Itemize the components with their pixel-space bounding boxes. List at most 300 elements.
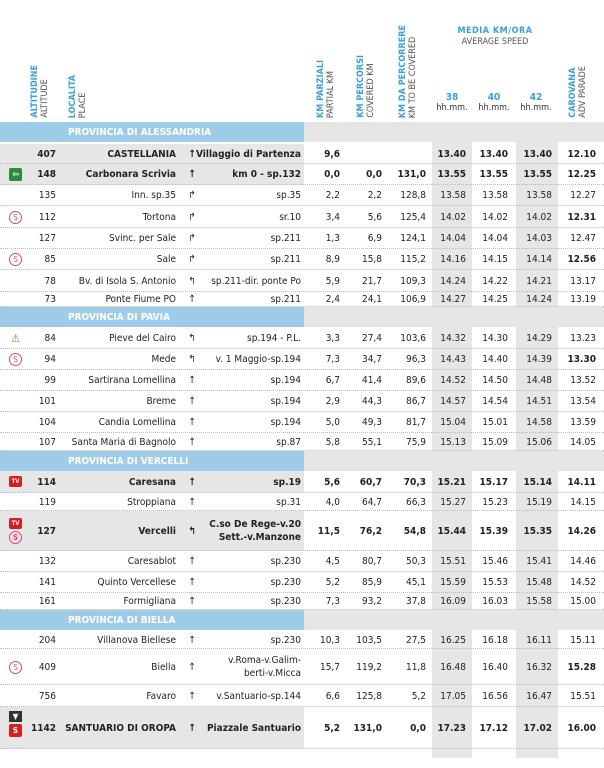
cell-tobe: 125,4: [400, 211, 426, 223]
cell-s38: 14.27: [440, 294, 466, 305]
cell-place: Bv. di Isola S. Antonio: [78, 275, 176, 287]
cell-partial: 5,9: [325, 275, 340, 287]
cell-tobe: 66,3: [405, 496, 426, 508]
province-band-shade: [304, 307, 604, 327]
cell-s42: 14.48: [526, 375, 552, 386]
cell-car: 14.52: [570, 577, 596, 588]
cell-partial: 5,8: [325, 436, 340, 448]
cell-dir: ↑: [188, 577, 196, 588]
cell-car: 13.52: [570, 375, 596, 386]
cell-road: sp.230: [270, 556, 301, 567]
cell-covered: 76,2: [359, 525, 382, 537]
cell-car: 12.27: [570, 190, 596, 201]
cell-s42: 14.14: [526, 254, 552, 265]
cell-car: 13.30: [567, 354, 596, 365]
table-row: [0, 292, 604, 307]
cell-place: Caresana: [128, 476, 176, 488]
cell-alt: 107: [38, 436, 56, 448]
province-name: PROVINCIA DI PAVIA: [68, 311, 170, 323]
finish-icon: [9, 709, 22, 739]
table-row: [0, 511, 604, 551]
cell-s38: 14.43: [440, 354, 466, 365]
cell-place: Quinto Vercellese: [97, 577, 176, 588]
province-band: [0, 122, 604, 142]
cell-alt: 85: [44, 254, 56, 265]
cell-dir: ↑: [188, 476, 196, 488]
cell-s38: 15.44: [437, 525, 466, 537]
cell-s40: 15.23: [482, 496, 508, 508]
cell-partial: 3,4: [325, 211, 340, 223]
cell-place: Tortona: [142, 211, 176, 223]
cell-car: 12.10: [567, 148, 596, 160]
cell-place: Villanova Biellese: [97, 634, 176, 646]
table-row: [0, 328, 604, 349]
cell-place: Inn. sp.35: [131, 190, 176, 201]
cell-tobe: 103,6: [400, 333, 426, 344]
table-row: [0, 412, 604, 433]
cell-car: 12.47: [570, 233, 596, 244]
cell-place: Formigliana: [123, 596, 176, 607]
cell-covered: 103,5: [356, 634, 382, 646]
cell-car: 14.05: [570, 436, 596, 448]
cell-s38: 15.59: [440, 577, 466, 588]
cell-s38: 16.09: [440, 596, 466, 607]
cell-road: sp.211: [270, 294, 301, 305]
sprint-icon: S: [9, 353, 22, 366]
cell-dir: ↑: [188, 556, 196, 567]
table-row: [0, 493, 604, 511]
cell-s42: 15.41: [526, 556, 552, 567]
cell-s38: 14.04: [440, 233, 466, 244]
cell-car: 14.11: [567, 476, 596, 488]
cell-partial: 8,9: [325, 254, 340, 265]
cell-road: v. 1 Maggio-sp.194: [215, 354, 301, 365]
province-band: [0, 451, 604, 471]
cell-place: Breme: [146, 396, 176, 407]
cell-dir: ↑: [188, 294, 196, 305]
table-header: [0, 0, 604, 122]
cell-tobe: 86,7: [405, 396, 426, 407]
cell-place: Candia Lomellina: [98, 417, 176, 428]
cell-road: sp.230: [270, 577, 301, 588]
cell-covered: 0,0: [366, 169, 382, 180]
cell-road: sp.211: [270, 254, 301, 265]
cell-tobe: 124,1: [400, 233, 426, 244]
cell-partial: 7,3: [325, 596, 340, 607]
cell-dir: ↑: [188, 496, 196, 508]
cell-s40: 15.09: [482, 436, 508, 448]
speed-40-header: 40 hh.mm.: [478, 92, 510, 113]
cell-s42: 15.06: [526, 436, 552, 448]
cell-tobe: 37,8: [405, 596, 426, 607]
cell-dir: ↰: [188, 275, 196, 287]
cell-s42: 15.48: [526, 577, 552, 588]
cell-tobe: 96,3: [405, 354, 426, 365]
cell-covered: 80,7: [361, 556, 382, 567]
cell-s40: 13.40: [479, 148, 508, 160]
table-row: [0, 164, 604, 185]
cell-s40: 14.22: [482, 275, 508, 287]
cell-s38: 14.32: [440, 333, 466, 344]
province-name: PROVINCIA DI BIELLA: [68, 614, 176, 626]
cell-tobe: 0,0: [410, 722, 426, 734]
cell-dir: ↑: [188, 690, 196, 702]
cell-road: C.so De Rege-v.20 Sett.-v.Manzone: [209, 519, 301, 543]
cell-s40: 13.55: [479, 169, 508, 180]
cell-covered: 41,4: [361, 375, 382, 386]
cell-alt: 204: [38, 634, 56, 646]
table-row: [0, 572, 604, 593]
cell-alt: 114: [37, 476, 56, 488]
cell-partial: 15,7: [319, 661, 340, 673]
cell-s40: 14.40: [482, 354, 508, 365]
cell-s40: 15.01: [482, 417, 508, 428]
cell-alt: 119: [38, 496, 56, 508]
cell-alt: 756: [38, 690, 56, 702]
cell-s40: 14.54: [482, 396, 508, 407]
cell-covered: 2,2: [367, 190, 382, 201]
cell-tobe: 27,5: [405, 634, 426, 646]
cell-s42: 16.32: [526, 661, 552, 673]
cell-s40: 16.40: [482, 661, 508, 673]
cell-covered: 6,9: [367, 233, 382, 244]
cell-s38: 13.55: [437, 169, 466, 180]
cell-road: sr.10: [279, 211, 301, 223]
cell-s42: 15.19: [526, 496, 552, 508]
cell-s42: 15.35: [523, 525, 552, 537]
province-name: PROVINCIA DI VERCELLI: [68, 455, 189, 467]
warning-icon: ⚠: [11, 332, 20, 345]
cell-partial: 10,3: [319, 634, 340, 646]
cell-s42: 14.51: [526, 396, 552, 407]
cell-s40: 14.50: [482, 375, 508, 386]
cell-partial: 6,7: [325, 375, 340, 386]
cell-dir: ↑: [188, 169, 196, 180]
altitude-header: ALTITUDINE ALTITUDE: [30, 65, 50, 118]
cell-tobe: 89,6: [405, 375, 426, 386]
cell-s42: 14.02: [526, 211, 552, 223]
cell-tobe: 11,8: [405, 661, 426, 673]
cell-partial: 9,6: [324, 148, 340, 160]
cell-place: Caresablot: [127, 556, 176, 567]
table-row: [0, 270, 604, 292]
cell-s38: 16.25: [440, 634, 466, 646]
cell-partial: 5,6: [324, 476, 340, 488]
cell-place: Santa Maria di Bagnolo: [71, 436, 176, 448]
caravan-header: CAROVANA ADV PARADE: [568, 66, 588, 118]
cell-road: sp.211: [270, 233, 301, 244]
tv-icon: TV: [9, 476, 22, 487]
sprint-icon: S: [9, 661, 22, 674]
cell-car: 15.51: [570, 690, 596, 702]
cell-s38: 14.57: [440, 396, 466, 407]
cell-alt: 127: [37, 525, 56, 537]
cell-tobe: 115,2: [400, 254, 426, 265]
cell-car: 13.17: [570, 275, 596, 287]
cell-covered: 131,0: [353, 722, 382, 734]
speed-38-header: 38 hh.mm.: [436, 92, 468, 113]
table-row: [0, 370, 604, 391]
cell-road: sp.230: [270, 596, 301, 607]
cell-covered: 125,8: [356, 690, 382, 702]
remaining-km-header: KM DA PERCORRERE KM TO BE COVERED: [398, 24, 418, 118]
cell-road: sp.194 - P.L.: [247, 333, 301, 344]
table-row: [0, 249, 604, 270]
cell-road: sp.35: [276, 190, 301, 201]
cell-car: 13.19: [570, 294, 596, 305]
cell-car: 15.11: [570, 634, 596, 646]
cell-tobe: 70,3: [403, 476, 426, 488]
cell-car: 14.26: [567, 525, 596, 537]
cell-s42: 15.58: [526, 596, 552, 607]
cell-dir: ↑: [188, 375, 196, 386]
cell-alt: 127: [38, 233, 56, 244]
cell-road: sp.211-dir. ponte Po: [211, 275, 301, 287]
start-icon: ⇦: [9, 168, 22, 181]
cell-alt: 99: [44, 375, 56, 386]
tv-sprint-icon: [9, 518, 22, 544]
cell-s38: 13.40: [437, 148, 466, 160]
cell-place: Ponte Fiume PO: [105, 294, 176, 305]
cell-partial: 5,2: [325, 577, 340, 588]
table-row: [0, 707, 604, 749]
table-row: [0, 144, 604, 164]
cell-car: 14.46: [570, 556, 596, 567]
cell-alt: 101: [38, 396, 56, 407]
cell-partial: 5,0: [325, 417, 340, 428]
cell-alt: 407: [37, 148, 56, 160]
cell-road: Piazzale Santuario: [206, 722, 301, 734]
cell-place: Sartirana Lomellina: [88, 375, 176, 386]
cell-dir: ↱: [188, 254, 196, 265]
cell-alt: 94: [44, 354, 56, 365]
cell-place: Vercelli: [138, 525, 176, 537]
cell-road: km 0 - sp.132: [232, 169, 301, 180]
cell-s38: 14.16: [440, 254, 466, 265]
cell-s38: 15.21: [437, 476, 466, 488]
cell-s40: 16.18: [482, 634, 508, 646]
sprint-icon: S: [9, 253, 22, 266]
cell-tobe: 81,7: [405, 417, 426, 428]
table-row: [0, 551, 604, 572]
cell-covered: 34,7: [361, 354, 382, 365]
cell-s38: 15.13: [440, 436, 466, 448]
cell-s38: 13.58: [440, 190, 466, 201]
cell-dir: ↑: [188, 596, 196, 607]
province-band-shade: [304, 610, 604, 630]
cell-covered: 85,9: [361, 577, 382, 588]
cell-dir: ↱: [188, 190, 196, 201]
province-band: [0, 307, 604, 327]
table-row: [0, 349, 604, 370]
cell-alt: 104: [38, 417, 56, 428]
cell-dir: ↰: [188, 333, 196, 344]
cell-covered: 15,8: [361, 254, 382, 265]
cell-covered: 5,6: [367, 211, 382, 223]
cell-car: 12.31: [567, 211, 596, 223]
cell-s38: 15.51: [440, 556, 466, 567]
cell-s40: 16.56: [482, 690, 508, 702]
cell-partial: 2,4: [325, 294, 340, 305]
cell-place: Pieve del Cairo: [109, 333, 176, 344]
cell-place: Biella: [151, 661, 176, 673]
cell-s40: 14.25: [482, 294, 508, 305]
cell-alt: 141: [38, 577, 56, 588]
cell-s42: 14.03: [526, 233, 552, 244]
table-row: [0, 433, 604, 451]
province-band: [0, 610, 604, 630]
cell-road: Villaggio di Partenza: [196, 148, 301, 160]
cell-s42: 13.58: [526, 190, 552, 201]
cell-s40: 15.46: [482, 556, 508, 567]
cell-alt: 409: [38, 661, 56, 673]
province-band-shade: [304, 122, 604, 142]
cell-alt: 148: [37, 169, 56, 180]
cell-place: Favaro: [146, 690, 176, 702]
cell-s42: 14.58: [526, 417, 552, 428]
cell-s42: 15.14: [523, 476, 552, 488]
cell-s38: 17.05: [440, 690, 466, 702]
cell-car: 12.56: [567, 254, 596, 265]
cell-car: 13.23: [570, 333, 596, 344]
cell-place: CASTELLANIA: [107, 148, 176, 160]
cell-partial: 2,9: [325, 396, 340, 407]
cell-s42: 13.55: [523, 169, 552, 180]
cell-s42: 16.47: [526, 690, 552, 702]
cell-covered: [344, 144, 382, 164]
covered-km-header: KM PERCORSI COVERED KM: [356, 55, 376, 118]
cell-partial: 1,3: [325, 233, 340, 244]
cell-s40: 14.02: [482, 211, 508, 223]
cell-s42: 14.39: [526, 354, 552, 365]
cell-dir: ↱: [188, 233, 196, 244]
cell-s38: 16.48: [440, 661, 466, 673]
cell-covered: 27,4: [361, 333, 382, 344]
cell-car: 16.00: [567, 722, 596, 734]
province-name: PROVINCIA DI ALESSANDRIA: [68, 126, 212, 138]
finish-sprint-icon: S: [9, 724, 22, 737]
cell-road: sp.230: [270, 634, 301, 646]
cell-alt: 132: [38, 556, 56, 567]
cell-s40: 16.03: [482, 596, 508, 607]
cell-car: 13.54: [570, 396, 596, 407]
tv-icon: TV: [9, 518, 22, 529]
sprint-icon: S: [9, 531, 22, 544]
cell-s40: 14.30: [482, 333, 508, 344]
speed-42-header: 42 hh.mm.: [520, 92, 552, 113]
cell-partial: 2,2: [325, 190, 340, 201]
cell-tobe: 54,8: [403, 525, 426, 537]
cell-dir: ↑: [188, 396, 196, 407]
cell-s40: 15.53: [482, 577, 508, 588]
cell-s38: 15.04: [440, 417, 466, 428]
cell-s42: 14.21: [526, 275, 552, 287]
cell-s40: 14.04: [482, 233, 508, 244]
cell-alt: 78: [44, 275, 56, 287]
cell-s42: 17.02: [523, 722, 552, 734]
cell-dir: ↑: [188, 436, 196, 448]
table-row: [0, 593, 604, 610]
cell-road: sp.87: [276, 436, 301, 448]
table-row: [0, 631, 604, 649]
cell-s40: 13.58: [482, 190, 508, 201]
finish-flag-icon: ▼: [9, 711, 22, 722]
cell-covered: 93,2: [361, 596, 382, 607]
table-row: [0, 685, 604, 707]
cell-road: v.Santuario-sp.144: [216, 690, 301, 702]
table-row: [0, 649, 604, 685]
cell-partial: 7,3: [325, 354, 340, 365]
cell-tobe: 5,2: [411, 690, 426, 702]
cell-partial: 4,0: [325, 496, 340, 508]
average-speed-header: MEDIA KM/ORA AVERAGE SPEED: [457, 26, 533, 47]
cell-tobe: 50,3: [405, 556, 426, 567]
cell-alt: 135: [38, 190, 56, 201]
province-band-shade: [304, 451, 604, 471]
cell-tobe: [386, 144, 426, 164]
cell-partial: 5,2: [324, 722, 340, 734]
cell-place: Mede: [151, 354, 176, 365]
cell-s38: 17.23: [437, 722, 466, 734]
cell-place: SANTUARIO DI OROPA: [65, 722, 176, 734]
cell-partial: 3,3: [325, 333, 340, 344]
cell-car: 14.15: [570, 496, 596, 508]
cell-s38: 15.27: [440, 496, 466, 508]
cell-covered: 60,7: [359, 476, 382, 488]
cell-s42: 13.40: [523, 148, 552, 160]
cell-covered: 55,1: [361, 436, 382, 448]
cell-place: Svinc. per Sale: [109, 233, 176, 244]
place-header: LOCALITÀ PLACE: [68, 74, 88, 118]
cell-covered: 21,7: [361, 275, 382, 287]
cell-dir: ↰: [188, 525, 196, 537]
cell-tobe: 45,1: [405, 577, 426, 588]
cell-road: v.Roma-v.Galim- berti-v.Micca: [228, 655, 301, 679]
cell-covered: 64,7: [361, 496, 382, 508]
cell-partial: 11,5: [317, 525, 340, 537]
cell-tobe: 128,8: [400, 190, 426, 201]
cell-dir: ↰: [188, 354, 196, 365]
cell-s42: 14.24: [526, 294, 552, 305]
cell-car: 15.00: [570, 596, 596, 607]
cell-alt: 1142: [30, 722, 56, 734]
table-row: [0, 206, 604, 228]
table-row: [0, 471, 604, 493]
cell-dir: ↑: [188, 148, 196, 160]
cell-s42: 16.11: [526, 634, 552, 646]
cell-road: sp.194: [270, 396, 301, 407]
cell-s38: 14.52: [440, 375, 466, 386]
cell-partial: 4,5: [325, 556, 340, 567]
partial-km-header: KM PARZIALI PARTIAL KM: [316, 59, 336, 118]
cell-alt: 73: [44, 294, 56, 305]
cell-place: Sale: [156, 254, 176, 265]
cell-car: 13.59: [570, 417, 596, 428]
cell-alt: 161: [38, 596, 56, 607]
cell-s40: 17.12: [479, 722, 508, 734]
cell-road: sp.19: [273, 476, 301, 488]
cell-dir: ↑: [188, 722, 196, 734]
cell-dir: ↑: [188, 634, 196, 646]
table-row: [0, 391, 604, 412]
cell-s40: 15.39: [479, 525, 508, 537]
cell-dir: ↱: [188, 211, 196, 223]
cell-alt: 84: [44, 333, 56, 344]
cell-covered: 119,2: [356, 661, 382, 673]
cell-road: sp.31: [276, 496, 301, 508]
cell-s38: 14.24: [440, 275, 466, 287]
cell-partial: 0,0: [324, 169, 340, 180]
